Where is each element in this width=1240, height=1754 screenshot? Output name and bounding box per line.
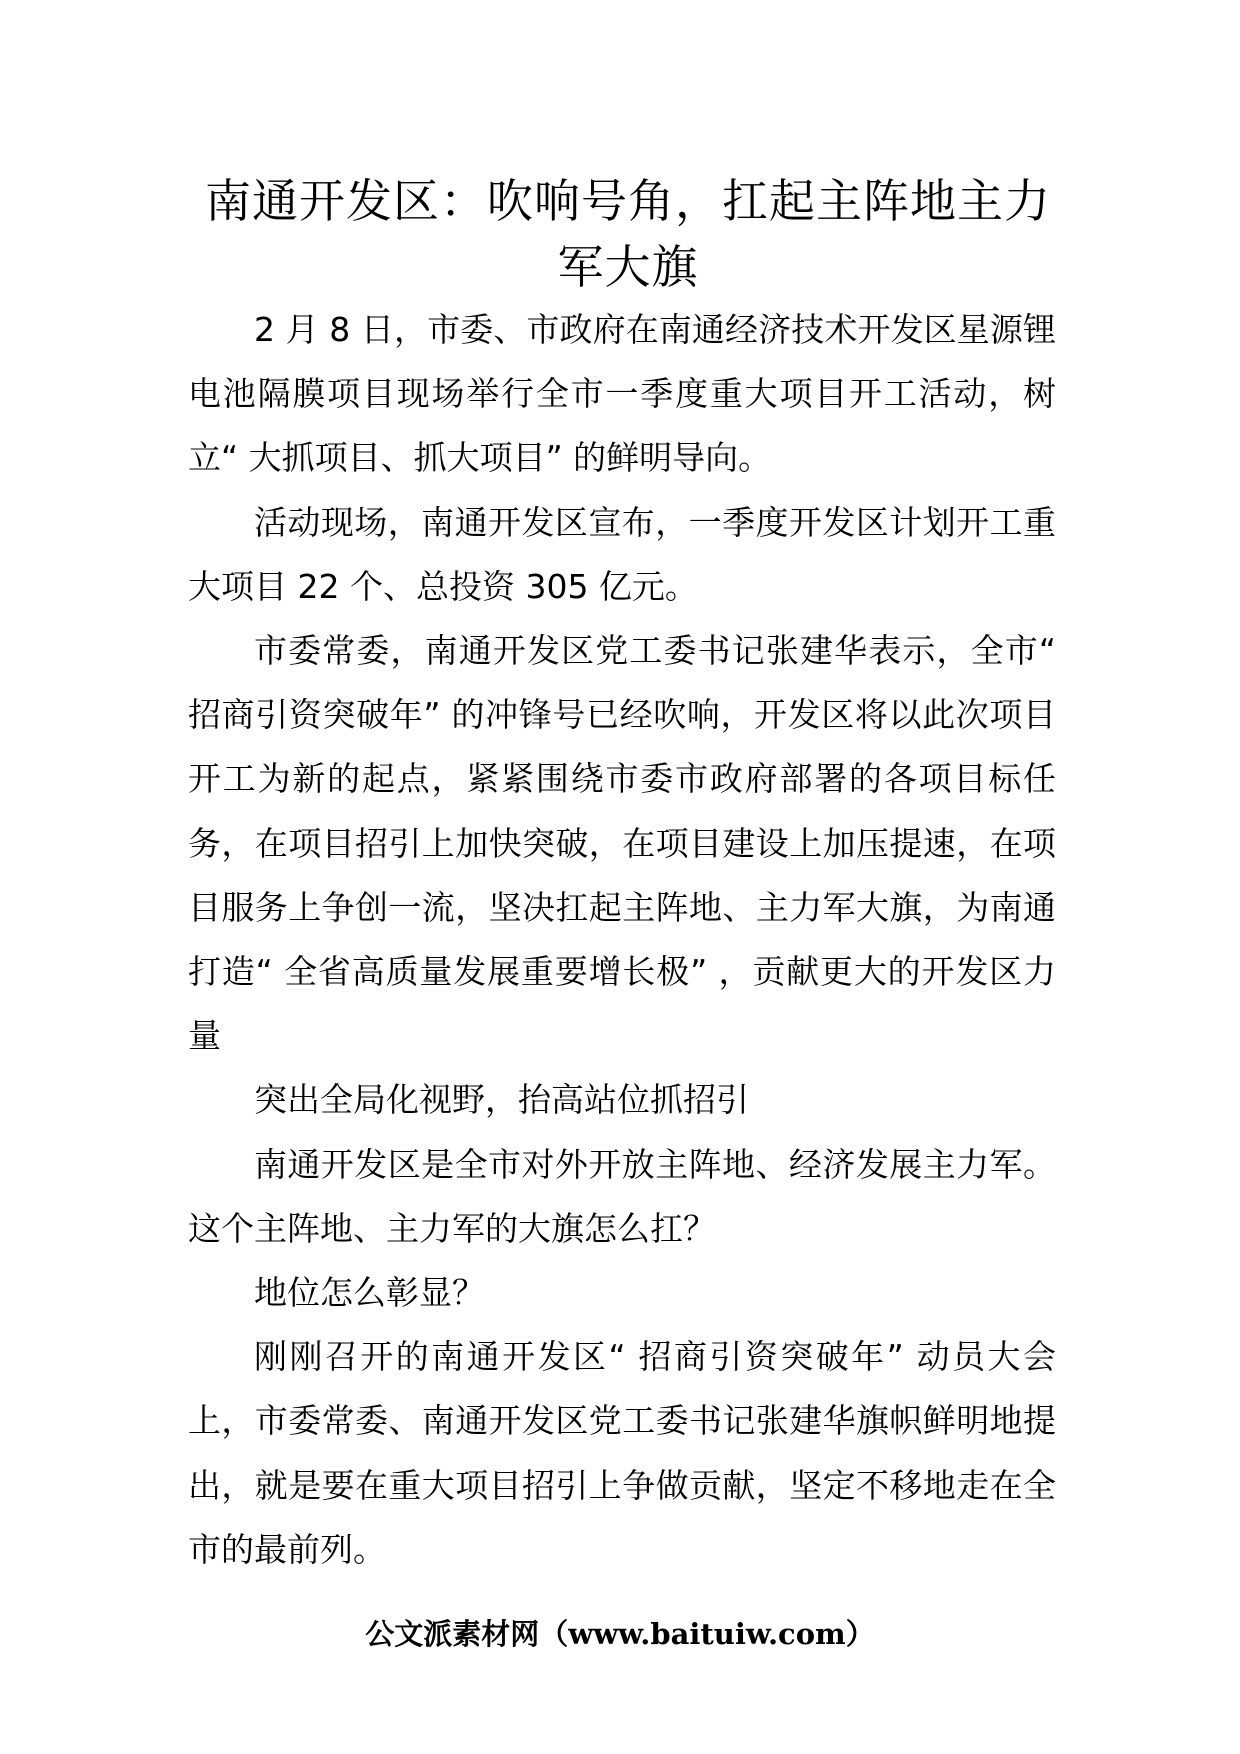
paragraph: 刚刚召开的南通开发区“ 招商引资突破年” 动员大会上，市委常委、南通开发区党工委书记张建华旗帜鲜明地提出，就是要在重大项目招引上争做贡献，坚定不移地走在全市的最前列。 <box>188 1337 1056 1569</box>
footer-source: 公文派素材网（www.baituiw.com） <box>365 1617 875 1651</box>
paragraph: 市委常委，南通开发区党工委书记张建华表示，全市“ 招商引资突破年” 的冲锋号已经吹响，开发区将以此次项目开工为新的起点，紧紧围绕市委市政府部署的各项目标任务，在项目招引上加快突破，在项目建设上加压提速，在项目服务上争创一流，坚决扛起主阵地、主力军大旗，为南通打造“ 全省高质量发展重要增长极” ，贡献更大的开发区力量 <box>188 631 1056 1056</box>
paragraph: 2 月 8 日，市委、市政府在南通经济技术开发区星源锂电池隔膜项目现场举行全市一季度重大项目开工活动，树立“ 大抓项目、抓大项目” 的鲜明导向。 <box>188 310 1056 478</box>
paragraph: 地位怎么彰显？ <box>254 1273 485 1313</box>
paragraph: 南通开发区是全市对外开放主阵地、经济发展主力军。这个主阵地、主力军的大旗怎么扛？ <box>188 1144 1056 1248</box>
paragraph: 活动现场，南通开发区宣布，一季度开发区计划开工重大项目 22 个、总投资 305 亿元。 <box>188 502 1056 606</box>
subheading: 突出全局化视野，抬高站位抓招引 <box>254 1080 749 1120</box>
document-title: 南通开发区：吹响号角，扛起主阵地主力军大旗 <box>205 174 1051 294</box>
document-body <box>188 298 1056 1582</box>
